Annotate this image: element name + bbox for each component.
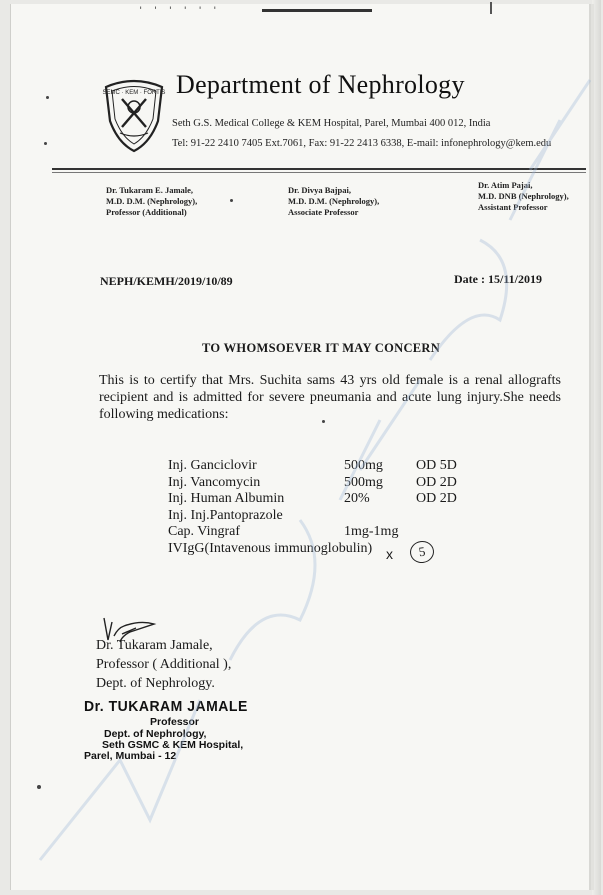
stamp-line: Seth GSMC & KEM Hospital, [102, 739, 244, 751]
signature-block [96, 636, 231, 693]
ink-dot [46, 96, 49, 99]
medication-frequency: OD 2D [416, 491, 457, 506]
signatory-title: Professor ( Additional ), [96, 657, 232, 672]
handwritten-quantity: 5 [409, 539, 436, 564]
doctor-2-title: Associate Professor [288, 207, 359, 217]
scan-dash [262, 9, 372, 12]
doctor-2-name: Dr. Divya Bajpai, [288, 185, 351, 195]
medication-name: Inj. Ganciclovir [168, 458, 257, 473]
hospital-crest-logo [100, 77, 168, 153]
medication-dose: 20% [344, 491, 370, 506]
medication-name: Inj. Inj.Pantoprazole [168, 507, 283, 523]
medication-name: Inj. Vancomycin [168, 474, 261, 490]
letter-date: Date : 15/11/2019 [454, 272, 542, 286]
medication-name: IVIgG(Intavenous immunoglobulin) [168, 540, 373, 556]
doctor-3-name: Dr. Atim Pajai, [478, 180, 533, 190]
doctor-3 [478, 180, 569, 213]
medication-dose: 1mg-1mg [344, 524, 399, 539]
doctor-3-title: Assistant Professor [478, 202, 548, 212]
medication-name: Inj. Human Albumin [168, 491, 285, 506]
reference-number: NEPH/KEMH/2019/10/89 [100, 274, 233, 288]
ink-dot [44, 142, 47, 145]
scan-tick [490, 2, 492, 14]
handwritten-cross: x [386, 546, 393, 562]
doctor-2-degree: M.D. D.M. (Nephrology), [288, 196, 380, 206]
stamp-name: Dr. TUKARAM JAMALE [84, 697, 248, 715]
signatory-dept: Dept. of Nephrology. [96, 676, 215, 691]
contact-line: Tel: 91-22 2410 7405 Ext.7061, Fax: 91-22 2413 6338, E-mail: infonephrology@kem.edu [172, 138, 552, 149]
medication-dose: 500mg [344, 458, 383, 473]
medication-frequency: OD 2D [416, 474, 457, 490]
doctor-1 [106, 185, 197, 218]
department-title: Department of Nephrology [176, 70, 465, 99]
address-line: Seth G.S. Medical College & KEM Hospital, Parel, Mumbai 400 012, India [172, 118, 491, 129]
ink-dot [322, 420, 325, 423]
stamp-line: Parel, Mumbai - 12 [84, 750, 177, 762]
doctor-1-degree: M.D. D.M. (Nephrology), [106, 196, 198, 206]
medication-frequency: OD 5D [416, 458, 457, 473]
paper-edge [592, 0, 601, 895]
ink-dot [37, 785, 41, 789]
medication-name: Cap. Vingraf [168, 524, 240, 539]
stamp-line: Professor [150, 716, 200, 728]
stamp-line: Dept. of Nephrology, [104, 728, 207, 740]
scan-marks: ' ' ' ' ' ' [138, 6, 220, 16]
medication-dose: 500mg [344, 474, 383, 490]
doctor-3-degree: M.D. DNB (Nephrology), [478, 191, 569, 201]
letter-heading: TO WHOMSOEVER IT MAY CONCERN [202, 341, 441, 355]
doctor-2 [288, 185, 379, 218]
logo-text: SEMC · KEM · FORTIS [102, 90, 166, 96]
ink-dot [230, 199, 233, 202]
doctor-1-title: Professor (Additional) [106, 207, 187, 217]
doctor-1-name: Dr. Tukaram E. Jamale, [106, 185, 194, 195]
letter-body: This is to certify that Mrs. Suchita sams 43 yrs old female is a renal allografts recipient and is admitted for severe pneumania and acute lung injury.She needs following medications: [99, 373, 561, 422]
signatory-name: Dr. Tukaram Jamale, [96, 638, 213, 653]
header-rule-thin [52, 172, 586, 173]
header-rule [52, 168, 586, 170]
